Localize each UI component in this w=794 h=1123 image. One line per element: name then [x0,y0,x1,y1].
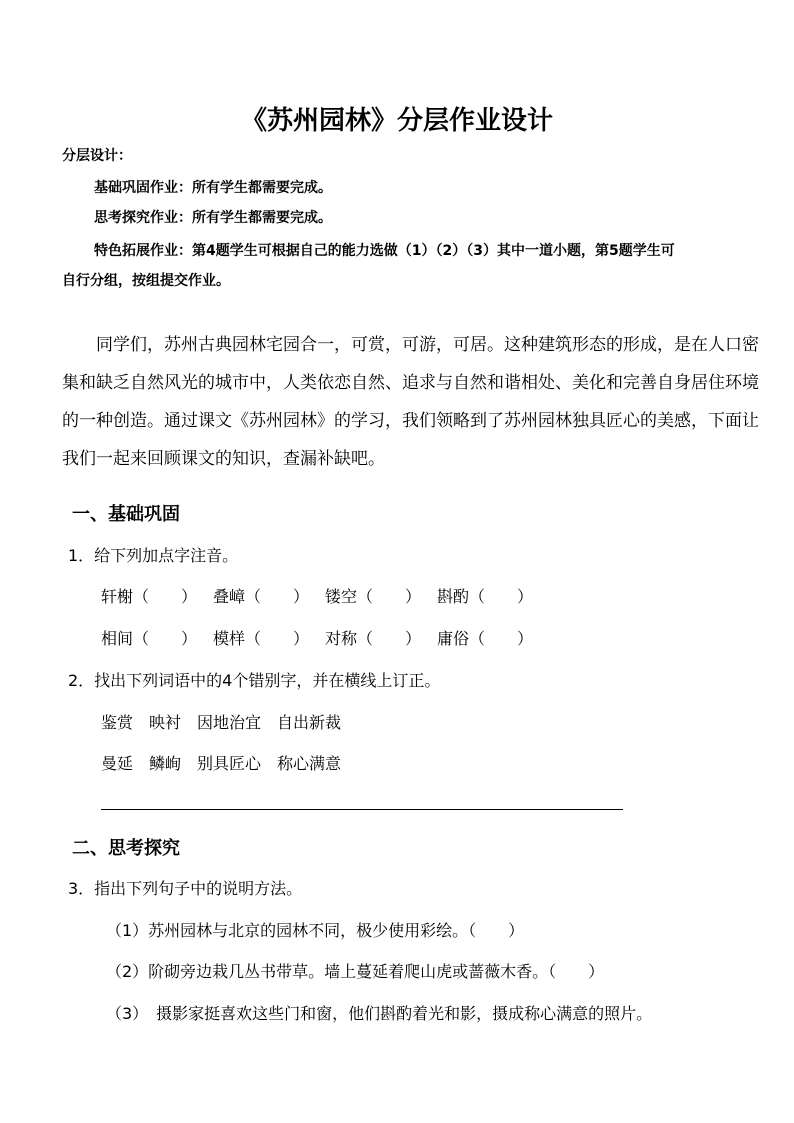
word-item: 别具匠心 [197,754,262,773]
word-row-1 [101,710,357,733]
word-item: 鉴赏 [101,713,134,732]
pinyin-row-1 [101,584,549,607]
answer-line [101,809,623,810]
pinyin-item: 镂空（ ） [325,587,422,606]
pinyin-item: 相间（ ） [101,629,198,648]
question-3-sentence-1: （1）苏州园林与北京的园林不同，极少使用彩绘。（ ） [106,921,525,940]
section-heading-thinking: 二、思考探究 [72,838,180,859]
word-item: 鳞峋 [149,754,182,773]
pinyin-item: 庸俗（ ） [437,629,534,648]
word-item: 曼延 [101,754,134,773]
pinyin-item: 对称（ ） [325,629,422,648]
pinyin-item: 轩榭（ ） [101,587,198,606]
page-title: 《苏州园林》分层作业设计 [240,106,553,136]
question-3-sentence-3: （3） 摄影家挺喜欢这些门和窗，他们斟酌着光和影，摄成称心满意的照片。 [106,1004,653,1023]
pinyin-item: 叠嶂（ ） [213,587,310,606]
intro-paragraph: 同学们，苏州古典园林宅园合一，可赏，可游，可居。这种建筑形态的形成，是在人口密集和缺乏自然风光的城市中，人类依恋自然、追求与自然和谐相处、美化和完善自身居住环境的一种创造。通过课文《苏州园林》的学习，我们领略到了苏州园林独具匠心的美感，下面让我们一起来回顾课文的知识，查漏补缺吧。 [62,335,759,469]
layered-design-label: 分层设计： [62,148,132,164]
extension-homework-note-line2: 自行分组，按组提交作业。 [62,273,230,289]
word-item: 映衬 [149,713,182,732]
question-3-prompt: 3．指出下列句子中的说明方法。 [68,879,303,898]
extension-homework-note-line1: 特色拓展作业：第4题学生可根据自己的能力选做（1）（2）（3）其中一道小题，第5题学生可 [94,243,675,259]
thinking-homework-note: 思考探究作业：所有学生都需要完成。 [94,210,332,226]
question-1-prompt: 1．给下列加点字注音。 [68,546,239,565]
pinyin-item: 斟酌（ ） [437,587,534,606]
word-row-2 [101,751,357,774]
word-item: 称心满意 [277,754,342,773]
word-item: 因地治宜 [197,713,262,732]
question-3-sentence-2: （2）阶砌旁边栽几丛书带草。墙上蔓延着爬山虎或蔷薇木香。（ ） [106,962,605,981]
question-2-prompt: 2．找出下列词语中的4个错别字，并在横线上订正。 [68,671,441,690]
section-heading-basic: 一、基础巩固 [72,504,180,525]
pinyin-row-2 [101,626,549,649]
pinyin-item: 模样（ ） [213,629,310,648]
word-item: 自出新裁 [277,713,342,732]
basic-homework-note: 基础巩固作业：所有学生都需要完成。 [94,180,332,196]
